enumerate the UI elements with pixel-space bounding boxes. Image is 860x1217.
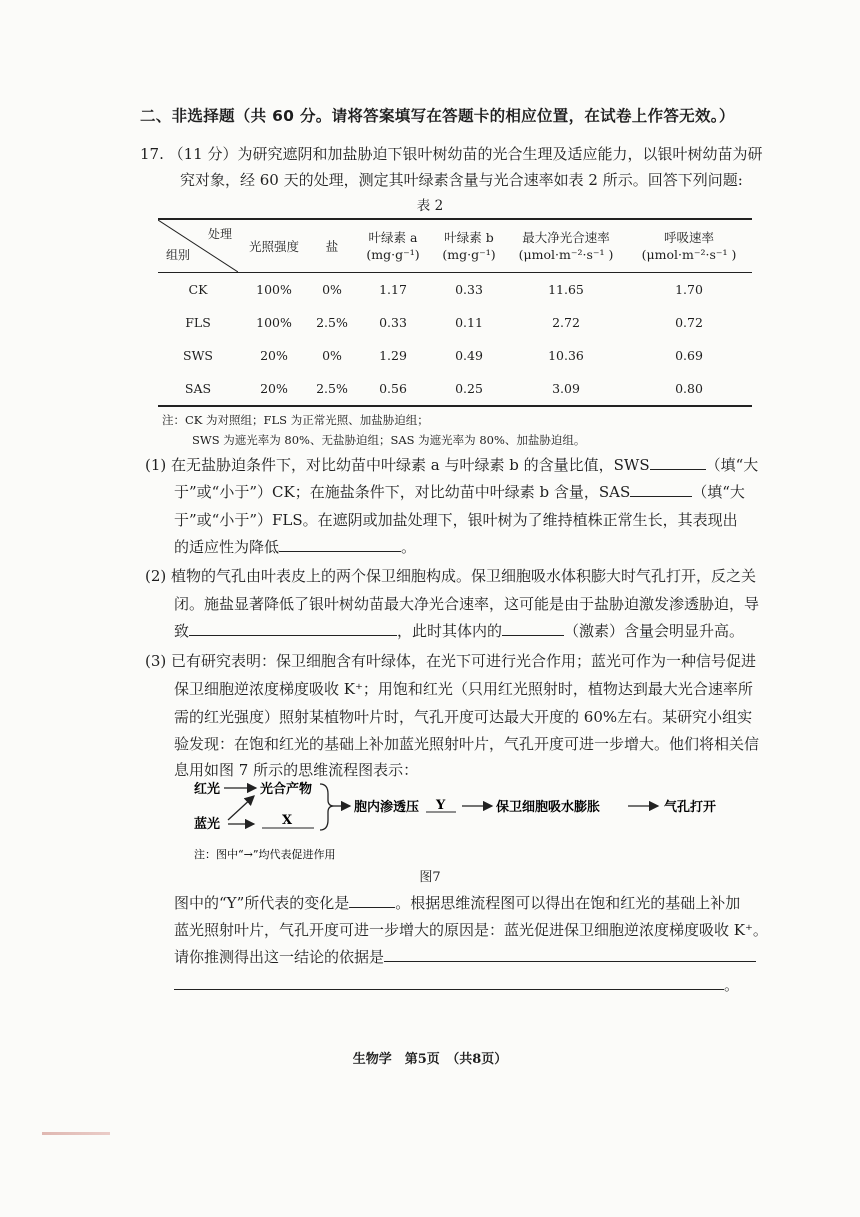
header-chl-b: 叶绿素 b (mg·g⁻¹) [432, 219, 506, 273]
answer-blank[interactable] [650, 455, 706, 470]
photo-product-label: 光合产物 [260, 782, 313, 797]
figure-note: 注：图中“→”均代表促进作用 [194, 848, 336, 861]
table-row: CK 100% 0% 1.17 0.33 11.65 1.70 [188, 282, 703, 297]
part1-line3: 于”或“小于”）FLS。在遮阴或加盐处理下，银叶树为了维持植株正常生长，其表现出 [174, 511, 738, 529]
answer-blank[interactable] [279, 537, 401, 552]
after-figure-line1: 图中的“Y”所代表的变化是 。根据思维流程图可以得出在饱和红光的基础上补加 [174, 894, 741, 912]
answer-blank[interactable] [384, 947, 756, 962]
part3-line3: 需的红光强度）照射某植物叶片时，气孔开度可达最大开度的 60%左右。某研究小组实 [174, 708, 753, 726]
table-row: FLS 100% 2.5% 0.33 0.11 2.72 0.72 [185, 315, 703, 330]
question-17-line1: 17. （11 分）为研究遮阴和加盐胁迫下银叶树幼苗的光合生理及适应能力，以银叶树幼苗为研 [140, 145, 763, 163]
header-light: 光照强度 [238, 219, 310, 273]
stomata-open-label: 气孔打开 [664, 800, 717, 815]
part1-line4: 的适应性为降低 。 [174, 538, 417, 556]
part2-line3: 致 ，此时其体内的 （激素）含量会明显升高。 [174, 622, 745, 640]
blue-light-label: 蓝光 [194, 817, 221, 832]
table-note-2: SWS 为遮光率为 80%、无盐胁迫组；SAS 为遮光率为 80%、加盐胁迫组。 [192, 433, 586, 447]
part3-line2: 保卫细胞逆浓度梯度吸收 K⁺；用饱和红光（只用红光照射时，植物达到最大光合速率所 [174, 680, 753, 698]
after-figure-line3: 请你推测得出这一结论的依据是 [174, 944, 814, 970]
header-salt: 盐 [310, 219, 354, 273]
table-row: SWS 20% 0% 1.29 0.49 10.36 0.69 [183, 348, 703, 363]
answer-blank[interactable] [189, 621, 397, 636]
header-resp-rate: 呼吸速率 (μmol·m⁻²·s⁻¹ ) [626, 219, 752, 273]
part3-line1: (3) 已有研究表明：保卫细胞含有叶绿体，在光下可进行光合作用；蓝光可作为一种信号促进 [145, 652, 757, 670]
osmotic-label: 胞内渗透压 [354, 800, 420, 815]
answer-blank[interactable] [174, 975, 724, 990]
table-row: SAS 20% 2.5% 0.56 0.25 3.09 0.80 [158, 372, 752, 406]
question-17-line2: 究对象，经 60 天的处理，测定其叶绿素含量与光合速率如表 2 所示。回答下列问题: [180, 171, 743, 189]
part1-line1: (1) 在无盐胁迫条件下，对比幼苗中叶绿素 a 与叶绿素 b 的含量比值，SWS （填“大 [145, 456, 759, 474]
after-figure-line2: 蓝光照射叶片，气孔开度可进一步增大的原因是：蓝光促进保卫细胞逆浓度梯度吸收 K⁺。 [174, 921, 768, 939]
header-max-rate: 最大净光合速率 (μmol·m⁻²·s⁻¹ ) [506, 219, 626, 273]
red-light-label: 红光 [194, 782, 221, 797]
arrow-blue-to-product [228, 796, 254, 820]
corner-top-label: 处理 [207, 227, 232, 241]
x-label: X [282, 813, 293, 828]
figure-caption: 图7 [419, 870, 441, 885]
y-label: Y [436, 798, 446, 813]
table-note-1: 注：CK 为对照组；FLS 为正常光照、加盐胁迫组； [162, 413, 429, 427]
guard-cell-label: 保卫细胞吸水膨胀 [496, 800, 601, 815]
part3-line5: 息用如图 7 所示的思维流程图表示： [174, 761, 419, 779]
data-table [158, 218, 752, 407]
scan-mark [42, 1132, 110, 1135]
part1-line2: 于”或“小于”）CK；在施盐条件下，对比幼苗中叶绿素 b 含量，SAS （填“大 [174, 483, 745, 501]
table-caption: 表 2 [416, 198, 444, 214]
header-chl-a: 叶绿素 a (mg·g⁻¹) [354, 219, 432, 273]
section-title: 二、非选择题（共 60 分。请将答案填写在答题卡的相应位置，在试卷上作答无效。） [140, 107, 735, 125]
part2-line2: 闭。施盐显著降低了银叶树幼苗最大净光合速率，这可能是由于盐胁迫激发渗透胁迫，导 [174, 595, 760, 613]
flow-diagram [188, 776, 778, 866]
answer-blank[interactable] [349, 893, 395, 908]
answer-blank[interactable] [630, 482, 692, 497]
corner-bottom-label: 组别 [166, 248, 191, 262]
page-footer: 生物学 第5页 （共8页） [352, 1052, 508, 1067]
after-figure-line4: 。 [174, 972, 814, 998]
merge-brace [320, 784, 334, 830]
part3-line4: 验发现：在饱和红光的基础上补加蓝光照射叶片，气孔开度可进一步增大。他们将相关信 [174, 735, 760, 753]
answer-blank[interactable] [502, 621, 564, 636]
part2-line1: (2) 植物的气孔由叶表皮上的两个保卫细胞构成。保卫细胞吸水体积膨大时气孔打开，反之关 [145, 567, 757, 585]
table-corner-cell [158, 219, 238, 273]
